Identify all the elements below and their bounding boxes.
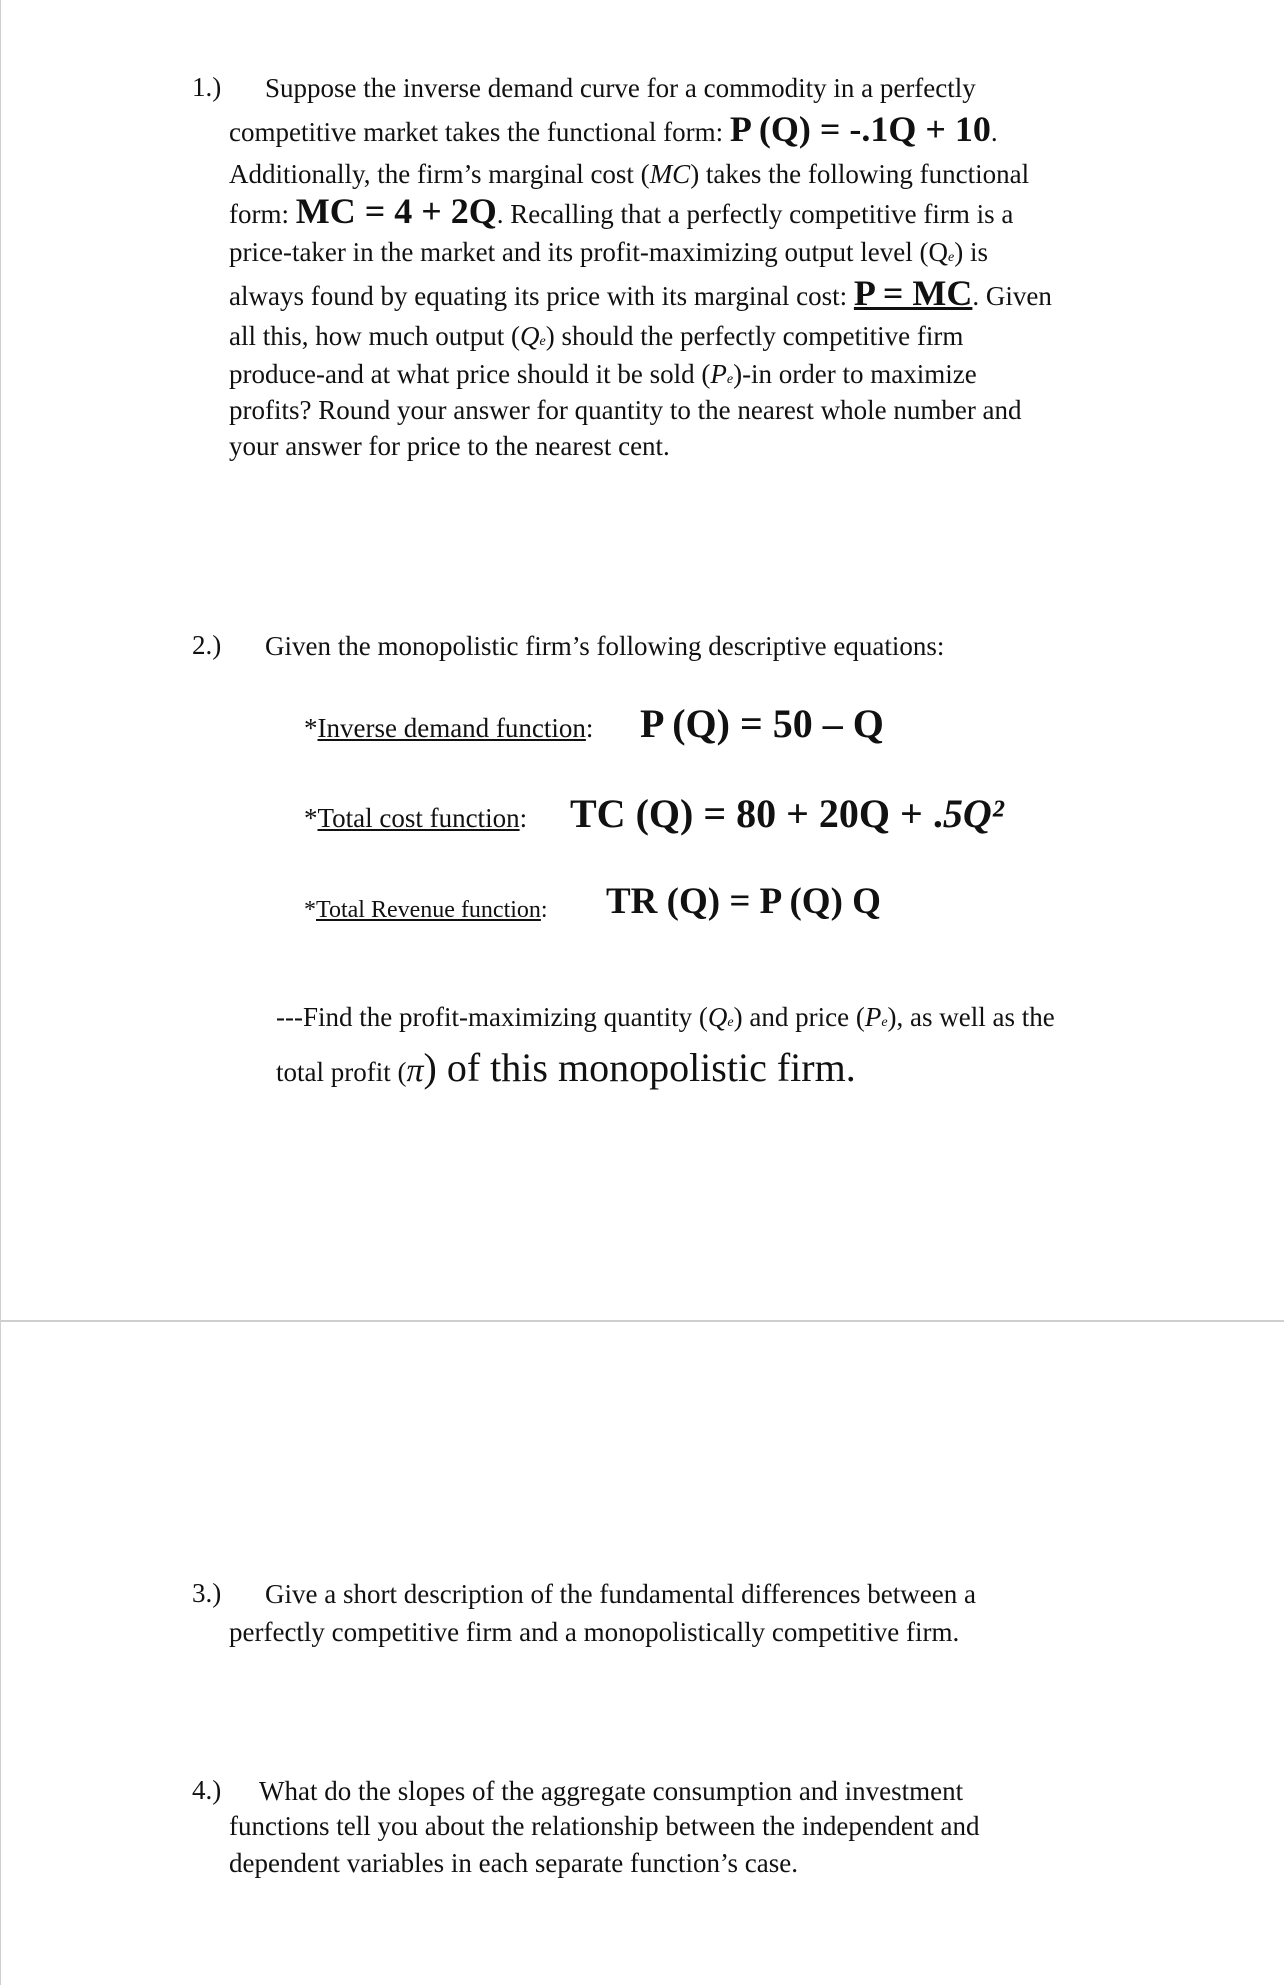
demand-equation: P (Q) = -.1Q + 10: [729, 109, 991, 149]
total-cost-equation: TC (Q) = 80 + 20Q + .5Q²: [570, 791, 1004, 836]
q2-find-line: ---Find the profit-maximizing quantity (Qe) and price (Pe), as well as the: [276, 1002, 1055, 1032]
q1-line: profits? Round your answer for quantity to the nearest whole number and: [229, 395, 1022, 425]
total-revenue-label: *Total Revenue function:: [304, 897, 548, 923]
page-left-edge: [0, 0, 1, 1985]
q1-line: your answer for price to the nearest cent.: [229, 431, 670, 461]
q1-line: competitive market takes the functional form: P (Q) = -.1Q + 10.: [229, 109, 998, 149]
demand-function-label: *Inverse demand function:: [304, 713, 594, 743]
q1-line: form: MC = 4 + 2Q. Recalling that a perfectly competitive firm is a: [229, 191, 1014, 231]
q1-line: all this, how much output (Qe) should the perfectly competitive firm: [229, 321, 964, 351]
q1-line: produce-and at what price should it be sold (Pe)-in order to maximize: [229, 359, 977, 389]
q2-intro: Given the monopolistic firm’s following descriptive equations:: [265, 631, 945, 661]
p-equals-mc: P = MC: [853, 273, 973, 313]
mc-equation: MC = 4 + 2Q: [295, 191, 497, 231]
q4-line: dependent variables in each separate function’s case.: [229, 1848, 798, 1878]
question-number: 1.): [192, 72, 222, 102]
q4-line: What do the slopes of the aggregate consumption and investment: [259, 1776, 964, 1806]
question-number: 2.): [192, 630, 222, 660]
question-number: 4.): [192, 1775, 222, 1805]
q3-line: Give a short description of the fundamental differences between a: [265, 1579, 976, 1609]
total-cost-label: *Total cost function:: [304, 803, 528, 833]
q1-line: price-taker in the market and its profit-maximizing output level (Qe) is: [229, 237, 988, 267]
total-revenue-equation: TR (Q) = P (Q) Q: [606, 881, 881, 922]
q1-line: always found by equating its price with its marginal cost: P = MC. Given: [229, 273, 1052, 313]
question-number: 3.): [192, 1578, 222, 1608]
demand-function-equation: P (Q) = 50 – Q: [640, 701, 884, 746]
q4-line: functions tell you about the relationship between the independent and: [229, 1811, 980, 1841]
q3-line: perfectly competitive firm and a monopolistically competitive firm.: [229, 1617, 960, 1647]
q1-line: Additionally, the firm’s marginal cost (MC) takes the following functional: [229, 159, 1030, 189]
q1-line: Suppose the inverse demand curve for a commodity in a perfectly: [265, 73, 976, 103]
page-divider: [0, 1320, 1284, 1322]
q2-find-line: total profit (π) of this monopolistic firm.: [276, 1045, 856, 1090]
